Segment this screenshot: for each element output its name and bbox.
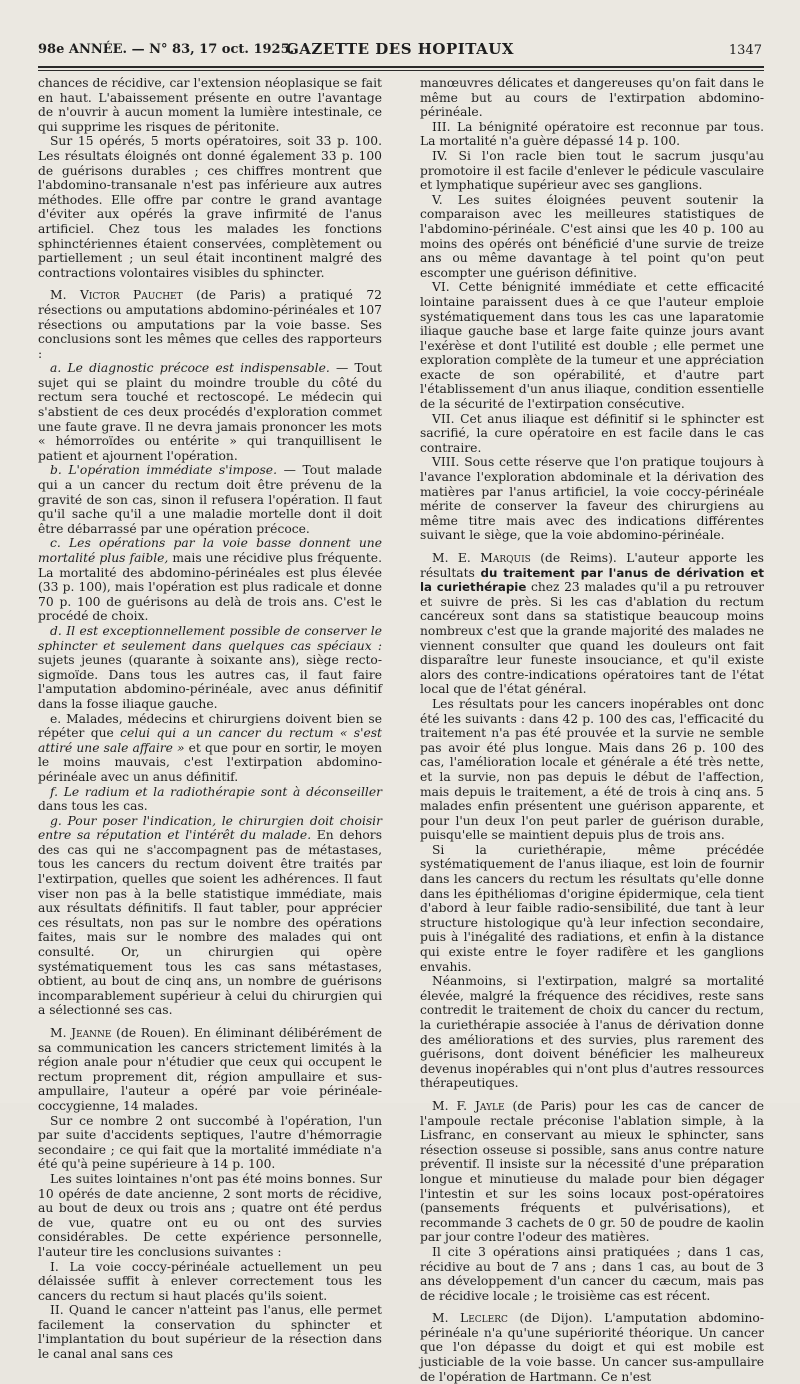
paragraph: Sur ce nombre 2 ont succombé à l'opération, l'un par suite d'accidents septiques, l'autre d'hémorragie secondaire ; ce qui fait que la mortalité immédiate n'a été qu'à peine supérieure à 14 p. 100. <box>38 1113 382 1172</box>
paragraph: VII. Cet anus iliaque est définitif si le sphincter est sacrifié, la cure opératoire en est facile dans le cas contraire. <box>420 411 764 455</box>
paragraph: M. Jeanne (de Rouen). En éliminant délibérément de sa communication les cancers strictement limités à la région anale pour n'étudier que ceux qui occupent le rectum proprement dit, région ampullaire et sus-ampullaire, l'auteur a opéré par voie périnéale-coccygienne, 14 malades. <box>38 1026 382 1113</box>
paragraph: manœuvres délicates et dangereuses qu'on fait dans le même but au cours de l'extirpation abdomino-périnéale. <box>420 76 764 120</box>
paragraph: II. Quand le cancer n'atteint pas l'anus, elle permet facilement la conservation du sphincter et l'implantation du bout supérieur de la résection dans le canal anal sans ces <box>38 1303 382 1362</box>
conclusion-item: e. Malades, médecins et chirurgiens doivent bien se répéter que celui qui a un cancer du rectum « s'est attiré une sale affaire » et que pour en sortir, le moyen le moins mauvais, c'est l'extirpation abdomino-périnéale avec un anus définitif. <box>38 711 382 784</box>
paragraph: M. Leclerc (de Dijon). L'amputation abdomino-périnéale n'a qu'une supériorité théorique. Un cancer que l'on dépasse du doigt et qui est mobile est justiciable de la voie basse. Un cancer sus-ampullaire de l'opération de Hartmann. Ce n'est <box>420 1311 764 1384</box>
paragraph: Si la curiethérapie, même précédée systématiquement de l'anus iliaque, est loin de fournir dans les cancers du rectum les résultats qu'elle donne dans les épithéliomas d'origine épidermique, cela tient d'abord à leur faible radio-sensibilité, due tant à leur structure histologique qu'à leur infection secondaire, puis à l'inégalité des radiations, et enfin à la distance qui existe entre le foyer radifère et les ganglions envahis. <box>420 842 764 974</box>
paragraph: Sur 15 opérés, 5 morts opératoires, soit 33 p. 100. Les résultats éloignés ont donné également 33 p. 100 de guérisons durables ; ces chiffres montrent que l'abdomino-transanale n'est pas inférieure aux autres méthodes. Elle offre par contre le grand avantage d'éviter aux opérés la grave infirmité de l'anus artificiel. Chez tous les malades les fonctions sphinctériennes étaient conservées, complètement ou partiellement ; un seul était incontinent malgré des contractions volontaires visibles du sphincter. <box>38 134 382 280</box>
paragraph: Les résultats pour les cancers inopérables ont donc été les suivants : dans 42 p. 100 des cas, l'efficacité du traitement n'a pas été prouvée et la survie ne semble pas avoir été plus longue. Mais dans 26 p. 100 des cas, l'amélioration locale et générale a été très nette, et la survie, non pas depuis le début de l'affection, mais depuis le traitement, a été de trois à cinq ans. 5 malades enfin présentent une guérison apparente, et pour l'un deux l'on peut parler de guérison durable, puisqu'elle se maintient depuis plus de trois ans. <box>420 696 764 843</box>
page-number: 1347 <box>728 43 762 58</box>
conclusion-item: f. Le radium et la radiothérapie sont à déconseiller dans tous les cas. <box>38 784 382 814</box>
paragraph: Il cite 3 opérations ainsi pratiquées ; dans 1 cas, récidive au bout de 7 ans ; dans 1 cas, au bout de 3 ans développement d'un cancer du cæcum, mais pas de récidive locale ; le troisième cas est récent. <box>420 1244 764 1303</box>
paragraph: III. La bénignité opératoire est reconnue par tous. La mortalité n'a guère dépassé 14 p. 100. <box>420 119 764 149</box>
issue-info: 98e ANNÉE. — N° 83, 17 oct. 1925. <box>38 42 295 57</box>
conclusion-item: d. Il est exceptionnellement possible de conserver le sphincter et seulement dans quelques cas spéciaux : sujets jeunes (quarante à soixante ans), siège recto-sigmoïde. Dans tous les autres cas, il faut faire l'amputation abdomino-périnéale, avec anus définitif dans la fosse iliaque gauche. <box>38 623 382 711</box>
author-name: M. E. Marquis <box>432 551 531 565</box>
paragraph: M. E. Marquis (de Reims). L'auteur apporte les résultats du traitement par l'anus de dérivation et la curiethérapie chez 23 malades qu'il a pu retrouver et suivre de près. Si les cas d'ablation du rectum cancéreux sont dans sa statistique beaucoup moins nombreux c'est que la grande majorité des malades ne viennent consulter que quand les douleurs ont fait disparaître leur funeste insouciance, et qu'il existe alors des contre-indications opératoires tant de l'état local que de l'état général. <box>420 551 764 697</box>
paragraph: I. La voie coccy-périnéale actuellement un peu délaissée suffit à enlever correctement tous les cancers du rectum si haut placés qu'ils soient. <box>38 1259 382 1303</box>
header-rule-thin <box>38 70 764 71</box>
right-column <box>420 76 764 1384</box>
conclusion-item: b. L'opération immédiate s'impose. — Tout malade qui a un cancer du rectum doit être prévenu de la gravité de son cas, sinon il refusera l'opération. Il faut qu'il sache qu'il a une maladie mortelle dont il doit être débarrassé par une opération précoce. <box>38 463 382 536</box>
page-header <box>38 40 762 62</box>
conclusion-item: c. Les opérations par la voie basse donnent une mortalité plus faible, mais une récidive plus fréquente. La mortalité des abdomino-périnéales est plus élevée (33 p. 100), mais l'opération est plus radicale et donne 70 p. 100 de guérisons au delà de trois ans. C'est le procédé de choix. <box>38 536 382 624</box>
paragraph: M. F. Jayle (de Paris) pour les cas de cancer de l'ampoule rectale préconise l'ablation simple, à la Lisfranc, en conservant au mieux le sphincter, sans résection osseuse si possible, sans anus contre nature préventif. Il insiste sur la nécessité d'une préparation longue et minutieuse du malade pour bien dégager l'intestin et sur les soins locaux post-opératoires (pansements fréquents et pulvérisations), et recommande 3 cachets de 0 gr. 50 de poudre de kaolin par jour contre l'odeur des matières. <box>420 1098 764 1245</box>
conclusion-item: g. Pour poser l'indication, le chirurgien doit choisir entre sa réputation et l'intérêt du malade. En dehors des cas qui ne s'accompagnent pas de métastases, tous les cancers du rectum doivent être traités par l'extirpation, quelles que soient les adhérences. Il faut viser non pas à la belle statistique immédiate, mais aux résultats définitifs. Il faut tabler, pour apprécier ces résultats, non pas sur le nombre des opérations faites, mais sur le nombre des malades qui ont consulté. Or, un chirurgien qui opère systématiquement tous les cas sans métastases, obtient, au bout de cinq ans, un nombre de guérisons incomparablement supérieur à celui du chirurgien qui a sélectionné ses cas. <box>38 813 382 1018</box>
conclusion-item: a. Le diagnostic précoce est indispensable. — Tout sujet qui se plaint du moindre trouble du côté du rectum sera touché et rectoscopé. Le médecin qui s'abstient de ces deux procédés d'exploration commet une faute grave. Il ne devra jamais prononcer les mots « hémorroïdes ou entérite » qui tranquillisent le patient et ajournent l'opération. <box>38 361 382 463</box>
paragraph: Les suites lointaines n'ont pas été moins bonnes. Sur 10 opérés de date ancienne, 2 sont morts de récidive, au bout de deux ou trois ans ; quatre ont été perdus de vue, quatre ont eu ou ont des survies considérables. De cette expérience personnelle, l'auteur tire les conclusions suivantes : <box>38 1171 382 1259</box>
paragraph: M. Victor Pauchet (de Paris) a pratiqué 72 résections ou amputations abdomino-périnéales et 107 résections ou amputations par la voie basse. Ses conclusions sont les mêmes que celles des rapporteurs : <box>38 288 382 361</box>
author-name: M. F. Jayle <box>432 1098 505 1113</box>
paragraph: Néanmoins, si l'extirpation, malgré sa mortalité élevée, malgré la fréquence des récidives, reste sans contredit le traitement de choix du cancer du rectum, la curiethérapie associée à l'anus de dérivation donne des améliorations et des survies, plus rarement des guérisons, dont doivent bénéficier les malheureux devenus inopérables qui n'ont plus d'autres ressources thérapeutiques. <box>420 974 764 1091</box>
paragraph: VIII. Sous cette réserve que l'on pratique toujours à l'avance l'exploration abdominale et la dérivation des matières par l'anus artificiel, la voie coccy-périnéale mérite de conserver la faveur des chirurgiens au même titre mais avec des indications différentes suivant le siège, que la voie abdomino-périnéale. <box>420 455 764 543</box>
paragraph: VI. Cette bénignité immédiate et cette efficacité lointaine paraissent dues à ce que l'auteur emploie systématiquement dans tous les cas une laparatomie iliaque gauche base et large faite quinze jours avant l'exérèse et dont l'utilité est double ; elle permet une exploration complète de la tumeur et une appréciation exacte de son opérabilité, et d'autre part l'établissement d'un anus iliaque, condition essentielle de la sécurité de l'extirpation consécutive. <box>420 280 764 412</box>
paragraph: IV. Si l'on racle bien tout le sacrum jusqu'au promotoire il est facile d'enlever le pédicule vasculaire et lymphatique supérieur avec ses ganglions. <box>420 148 764 193</box>
author-name: M. Jeanne <box>50 1026 112 1040</box>
journal-title: GAZETTE DES HOPITAUX <box>285 40 514 58</box>
bold-topic: du traitement par l'anus de dérivation et la curiethérapie <box>420 565 764 595</box>
author-name: M. Leclerc <box>432 1311 508 1326</box>
paragraph: V. Les suites éloignées peuvent soutenir la comparaison avec les meilleures statistiques de l'abdomino-périnéale. C'est ainsi que les 40 p. 100 au moins des opérés ont bénéficié d'une survie de treize ans ou même davantage à tel point qu'on peut escompter une guérison définitive. <box>420 192 764 280</box>
paragraph: chances de récidive, car l'extension néoplasique se fait en haut. L'abaissement présente en outre l'avantage de n'ouvrir à aucun moment la lumière intestinale, ce qui supprime les risques de péritonite. <box>38 76 382 134</box>
left-column <box>38 76 382 1362</box>
author-name: M. Victor Pauchet <box>50 288 183 303</box>
header-rule <box>38 66 764 68</box>
